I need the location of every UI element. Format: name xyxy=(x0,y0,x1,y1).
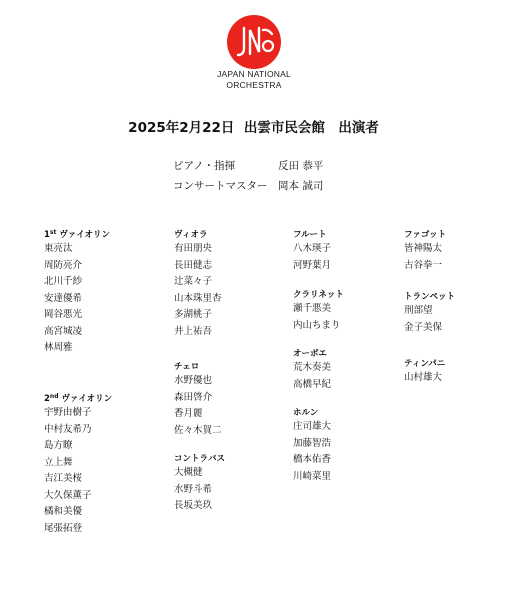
lead-role-conductor: ピアノ・指揮 xyxy=(173,160,236,172)
member-name: 長坂美玖 xyxy=(174,500,213,511)
member-name: 皆神陽太 xyxy=(404,243,443,254)
member-name: 山村雄大 xyxy=(404,372,443,383)
member-name: 瀬千悪美 xyxy=(293,303,332,314)
section-label-cello: チェロ xyxy=(174,362,200,372)
member-name: 吉江美桜 xyxy=(44,473,83,484)
lead-name-concertmaster: 岡本 誠司 xyxy=(278,180,324,192)
violin1-sup: st xyxy=(49,229,57,236)
violin2-prefix: 2 xyxy=(44,394,50,404)
orchestra-name-line2: ORCHESTRA xyxy=(226,80,282,90)
section-members-contrabass xyxy=(174,465,212,515)
section-label-bassoon: ファゴット xyxy=(404,230,447,240)
section-members-clarinet xyxy=(293,301,341,334)
section-label-oboe: オーボエ xyxy=(293,349,328,359)
member-name: 佐々木賀二 xyxy=(174,424,222,436)
orchestra-name-line1: JAPAN NATIONAL xyxy=(217,69,291,79)
member-name: 高宮城凌 xyxy=(44,325,83,337)
member-name: 河野葉月 xyxy=(293,259,332,271)
section-members-timpani xyxy=(404,370,442,387)
member-name: 高橋早紀 xyxy=(293,378,332,390)
section-members-horn xyxy=(293,419,331,485)
section-label-clarinet: クラリネット xyxy=(293,290,344,300)
section-label-violin2 xyxy=(44,392,112,404)
section-label-flute: フルート xyxy=(293,230,327,240)
member-name: 尾張拓登 xyxy=(44,522,83,534)
member-name: 内山ちまり xyxy=(293,319,341,331)
section-label-timpani: ティンパニ xyxy=(404,359,446,369)
member-name: 東亮汰 xyxy=(44,243,73,254)
section-label-violin1 xyxy=(44,228,110,240)
member-name: 庄司雄大 xyxy=(293,421,332,432)
section-members-bassoon xyxy=(404,241,442,274)
member-name: 古谷拳一 xyxy=(404,259,443,271)
member-name: 森田啓介 xyxy=(174,391,213,403)
violin2-label: ヴァイオリン xyxy=(58,394,113,404)
member-name: 大槻健 xyxy=(174,467,203,478)
lead-role-concertmaster: コンサートマスター xyxy=(173,180,268,192)
member-name: 北川千紗 xyxy=(44,276,83,287)
member-name: 島方瞭 xyxy=(44,440,73,451)
member-name: 林周雅 xyxy=(44,342,73,353)
member-name: 川崎菜里 xyxy=(293,470,332,482)
member-name: 中村友希乃 xyxy=(44,423,92,435)
member-name: 岡谷悪光 xyxy=(44,309,83,320)
member-name: 宇野由樹子 xyxy=(44,407,92,418)
member-name: 加藤智浩 xyxy=(293,437,332,449)
member-name: 水野優也 xyxy=(174,375,213,386)
member-name: 多湖桃子 xyxy=(174,309,213,320)
member-name: 金子美保 xyxy=(404,321,443,333)
member-name: 長田健志 xyxy=(174,259,213,271)
section-members-oboe xyxy=(293,360,331,393)
section-members-viola xyxy=(174,241,222,340)
section-members-cello xyxy=(174,373,222,439)
section-label-contrabass: コントラバス xyxy=(174,454,226,464)
member-name: 香月麗 xyxy=(174,408,203,419)
section-members-trumpet xyxy=(404,303,442,336)
member-name: 周防亮介 xyxy=(44,259,83,271)
member-name: 八木瑛子 xyxy=(293,243,332,254)
member-name: 井上祐吾 xyxy=(174,325,213,337)
page-title: 2025年2月22日 出雲市民会館 出演者 xyxy=(128,120,379,136)
orchestra-logo xyxy=(226,14,282,70)
member-name: 刑部望 xyxy=(404,305,433,316)
member-name: 辻菜々子 xyxy=(174,276,213,287)
member-name: 大久保薫子 xyxy=(44,489,92,501)
violin1-label: ヴァイオリン xyxy=(56,230,110,240)
member-name: 安達優希 xyxy=(44,292,83,304)
orchestra-name xyxy=(193,69,315,91)
section-members-violin2 xyxy=(44,405,92,537)
section-label-horn: ホルン xyxy=(293,408,319,418)
section-members-violin1 xyxy=(44,241,82,357)
member-name: 荒木奏美 xyxy=(293,362,332,373)
member-name: 山本珠里杏 xyxy=(174,292,222,304)
member-name: 有田朋央 xyxy=(174,243,213,254)
lead-name-conductor: 反田 恭平 xyxy=(278,160,324,172)
section-members-flute xyxy=(293,241,331,274)
section-label-viola: ヴィオラ xyxy=(174,230,208,240)
section-label-trumpet: トランペット xyxy=(404,292,456,302)
member-name: 橋本佑香 xyxy=(293,454,332,465)
violin2-sup: nd xyxy=(49,393,59,400)
member-name: 橘和美優 xyxy=(44,506,83,517)
violin1-prefix: 1 xyxy=(44,230,50,240)
member-name: 水野斗希 xyxy=(174,483,213,495)
member-name: 立上舞 xyxy=(44,456,73,468)
